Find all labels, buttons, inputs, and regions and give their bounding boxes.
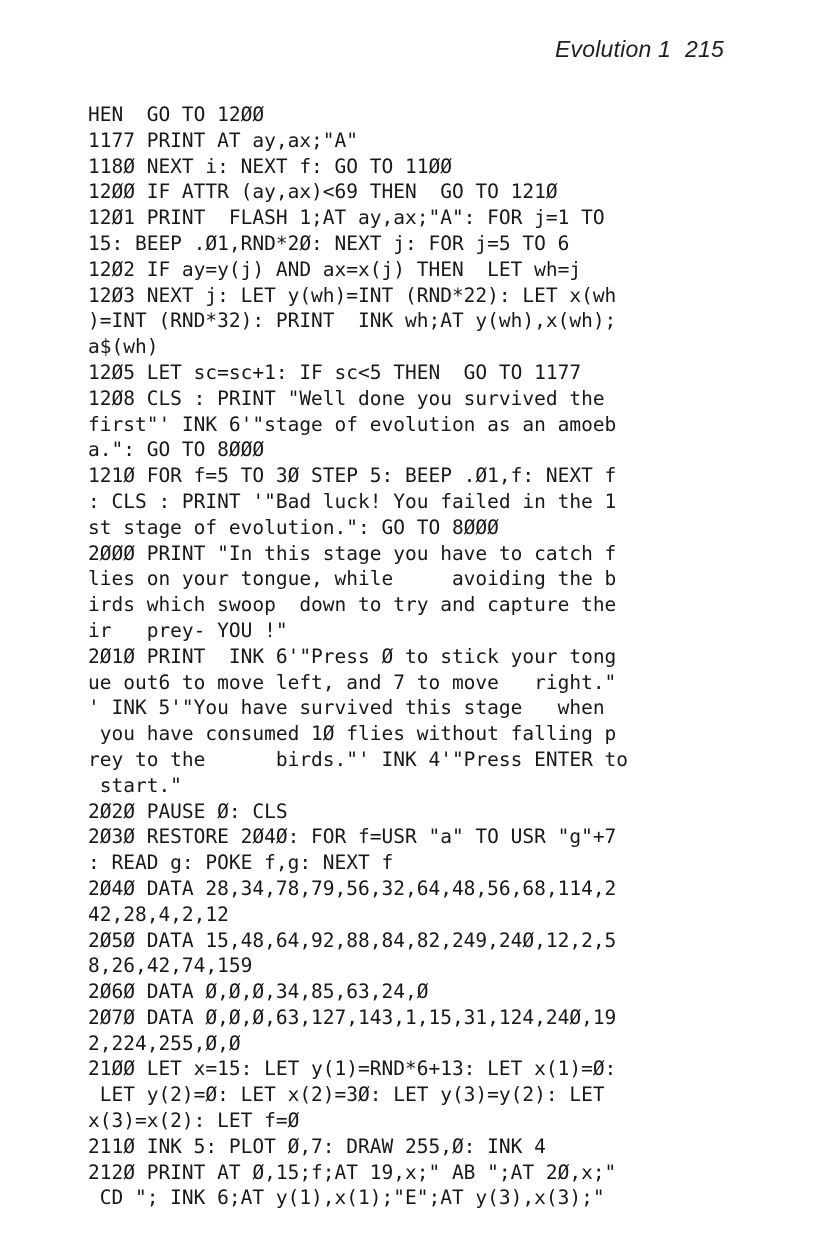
code-line: 212Ø PRINT AT Ø,15;f;AT 19,x;" AB ";AT 2Ø,x;" [88,1160,617,1184]
code-line: first"' INK 6'"stage of evolution as an amoeb [88,412,617,436]
code-line: 12Ø5 LET sc=sc+1: IF sc<5 THEN GO TO 1177 [88,360,582,384]
page-number: 215 [685,36,724,62]
code-line: 12ØØ IF ATTR (ay,ax)<69 THEN GO TO 121Ø [88,180,558,204]
code-line: 12Ø2 IF ay=y(j) AND ax=x(j) THEN LET wh=j [88,257,582,281]
code-line: 2ØØØ PRINT "In this stage you have to catch f [88,541,617,565]
code-line: a.": GO TO 8ØØØ [88,438,265,462]
code-line: 1177 PRINT AT ay,ax;"A" [88,128,359,152]
code-line: 2Ø7Ø DATA Ø,Ø,Ø,63,127,143,1,15,31,124,24Ø,19 [88,1005,617,1029]
chapter-title: Evolution 1 [555,36,672,62]
basic-program-listing [88,102,758,1211]
code-line: a$(wh) [88,335,159,359]
code-line: 121Ø FOR f=5 TO 3Ø STEP 5: BEEP .Ø1,f: NEXT f [88,464,617,488]
code-line: ' INK 5'"You have survived this stage when [88,696,605,720]
code-line: lies on your tongue, while avoiding the b [88,567,617,591]
code-line: 2Ø5Ø DATA 15,48,64,92,88,84,82,249,24Ø,12,2,5 [88,928,617,952]
code-line: ir prey- YOU !" [88,618,288,642]
code-line: 21ØØ LET x=15: LET y(1)=RND*6+13: LET x(1)=Ø: [88,1057,617,1081]
code-line: st stage of evolution.": GO TO 8ØØØ [88,515,499,539]
code-line: 2Ø6Ø DATA Ø,Ø,Ø,34,85,63,24,Ø [88,980,429,1004]
code-line: irds which swoop down to try and capture the [88,593,617,617]
code-line: HEN GO TO 12ØØ [88,103,265,126]
code-line: 12Ø3 NEXT j: LET y(wh)=INT (RND*22): LET x(wh [88,283,617,307]
code-line: 12Ø8 CLS : PRINT "Well done you survived the [88,386,605,410]
code-line: 42,28,4,2,12 [88,902,229,926]
code-line: 15: BEEP .Ø1,RND*2Ø: NEXT j: FOR j=5 TO 6 [88,231,570,255]
running-head [555,36,724,63]
code-line: 8,26,42,74,159 [88,954,253,978]
code-line: 2Ø2Ø PAUSE Ø: CLS [88,799,288,823]
code-line: 2Ø4Ø DATA 28,34,78,79,56,32,64,48,56,68,114,2 [88,876,617,900]
code-line: LET y(2)=Ø: LET x(2)=3Ø: LET y(3)=y(2): LET [88,1083,605,1107]
code-line: ue out6 to move left, and 7 to move right." [88,670,617,694]
code-line: 118Ø NEXT i: NEXT f: GO TO 11ØØ [88,154,452,178]
code-line: CD "; INK 6;AT y(1),x(1);"E";AT y(3),x(3);" [88,1186,605,1210]
code-line: 2Ø1Ø PRINT INK 6'"Press Ø to stick your tong [88,644,617,668]
code-line: 2Ø3Ø RESTORE 2Ø4Ø: FOR f=USR "a" TO USR "g"+7 [88,825,617,849]
code-line: you have consumed 1Ø flies without falling p [88,722,617,746]
code-line: 211Ø INK 5: PLOT Ø,7: DRAW 255,Ø: INK 4 [88,1134,546,1158]
code-line: rey to the birds."' INK 4'"Press ENTER to [88,747,629,771]
code-line: x(3)=x(2): LET f=Ø [88,1109,300,1133]
code-line: : READ g: POKE f,g: NEXT f [88,851,394,875]
code-line: : CLS : PRINT '"Bad luck! You failed in the 1 [88,489,617,513]
code-line: start." [88,773,182,797]
code-line: )=INT (RND*32): PRINT INK wh;AT y(wh),x(wh); [88,309,617,333]
code-line: 12Ø1 PRINT FLASH 1;AT ay,ax;"A": FOR j=1 TO [88,206,605,230]
code-line: 2,224,255,Ø,Ø [88,1031,241,1055]
